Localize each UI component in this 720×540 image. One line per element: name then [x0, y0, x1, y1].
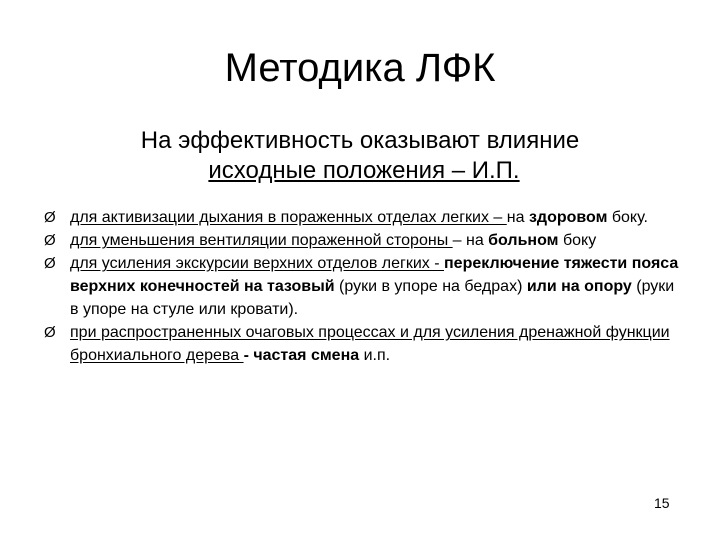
bullet-4-bold: - частая смена	[243, 347, 360, 364]
bullet-item-ventilation	[44, 229, 684, 252]
bullet-4-tail: и.п.	[359, 347, 391, 364]
bullet-item-activation	[44, 206, 684, 229]
bullet-2-bold: больном	[488, 232, 559, 249]
arrow-bullet-icon: Ø	[44, 209, 56, 226]
bullet-2-underlined: для уменьшения вентиляции пораженной стороны	[70, 232, 453, 249]
bullet-3-underlined: для усиления экскурсии верхних отделов легких -	[70, 255, 445, 272]
bullet-list	[44, 206, 684, 367]
bullet-3-text-2: (руки в упоре на стуле или кровати).	[70, 278, 675, 318]
bullet-item-drainage	[44, 321, 684, 367]
bullet-4-underlined: при распространенных очаговых процессах и для усиления дренажной функции бронхиального дерева	[70, 324, 670, 364]
slide-title: Методика ЛФК	[224, 46, 496, 90]
bullet-1-text: на	[506, 209, 529, 226]
slide-subtitle	[0, 126, 720, 186]
bullet-item-excursion	[44, 252, 684, 321]
subtitle-line-2	[0, 156, 720, 186]
subtitle-line-1: На эффективность оказывают влияние	[140, 127, 580, 154]
page-number: 15	[654, 495, 670, 511]
subtitle-line-2-text: исходные положения – И.П.	[208, 157, 520, 184]
bullet-1-underlined: для активизации дыхания в пораженных отделах легких –	[70, 209, 507, 226]
bullet-3-text-1: (руки в упоре на бедрах)	[334, 278, 527, 295]
bullet-2-tail: боку	[558, 232, 597, 249]
arrow-bullet-icon: Ø	[44, 255, 56, 272]
arrow-bullet-icon: Ø	[44, 324, 56, 341]
bullet-1-tail: боку.	[607, 209, 648, 226]
bullet-1-bold: здоровом	[528, 209, 608, 226]
bullet-2-text: – на	[452, 232, 489, 249]
arrow-bullet-icon: Ø	[44, 232, 56, 249]
bullet-3-bold-1: переключение тяжести пояса верхних конечностей на тазовый	[70, 255, 679, 295]
bullet-3-bold-2: или на опору	[526, 278, 632, 295]
